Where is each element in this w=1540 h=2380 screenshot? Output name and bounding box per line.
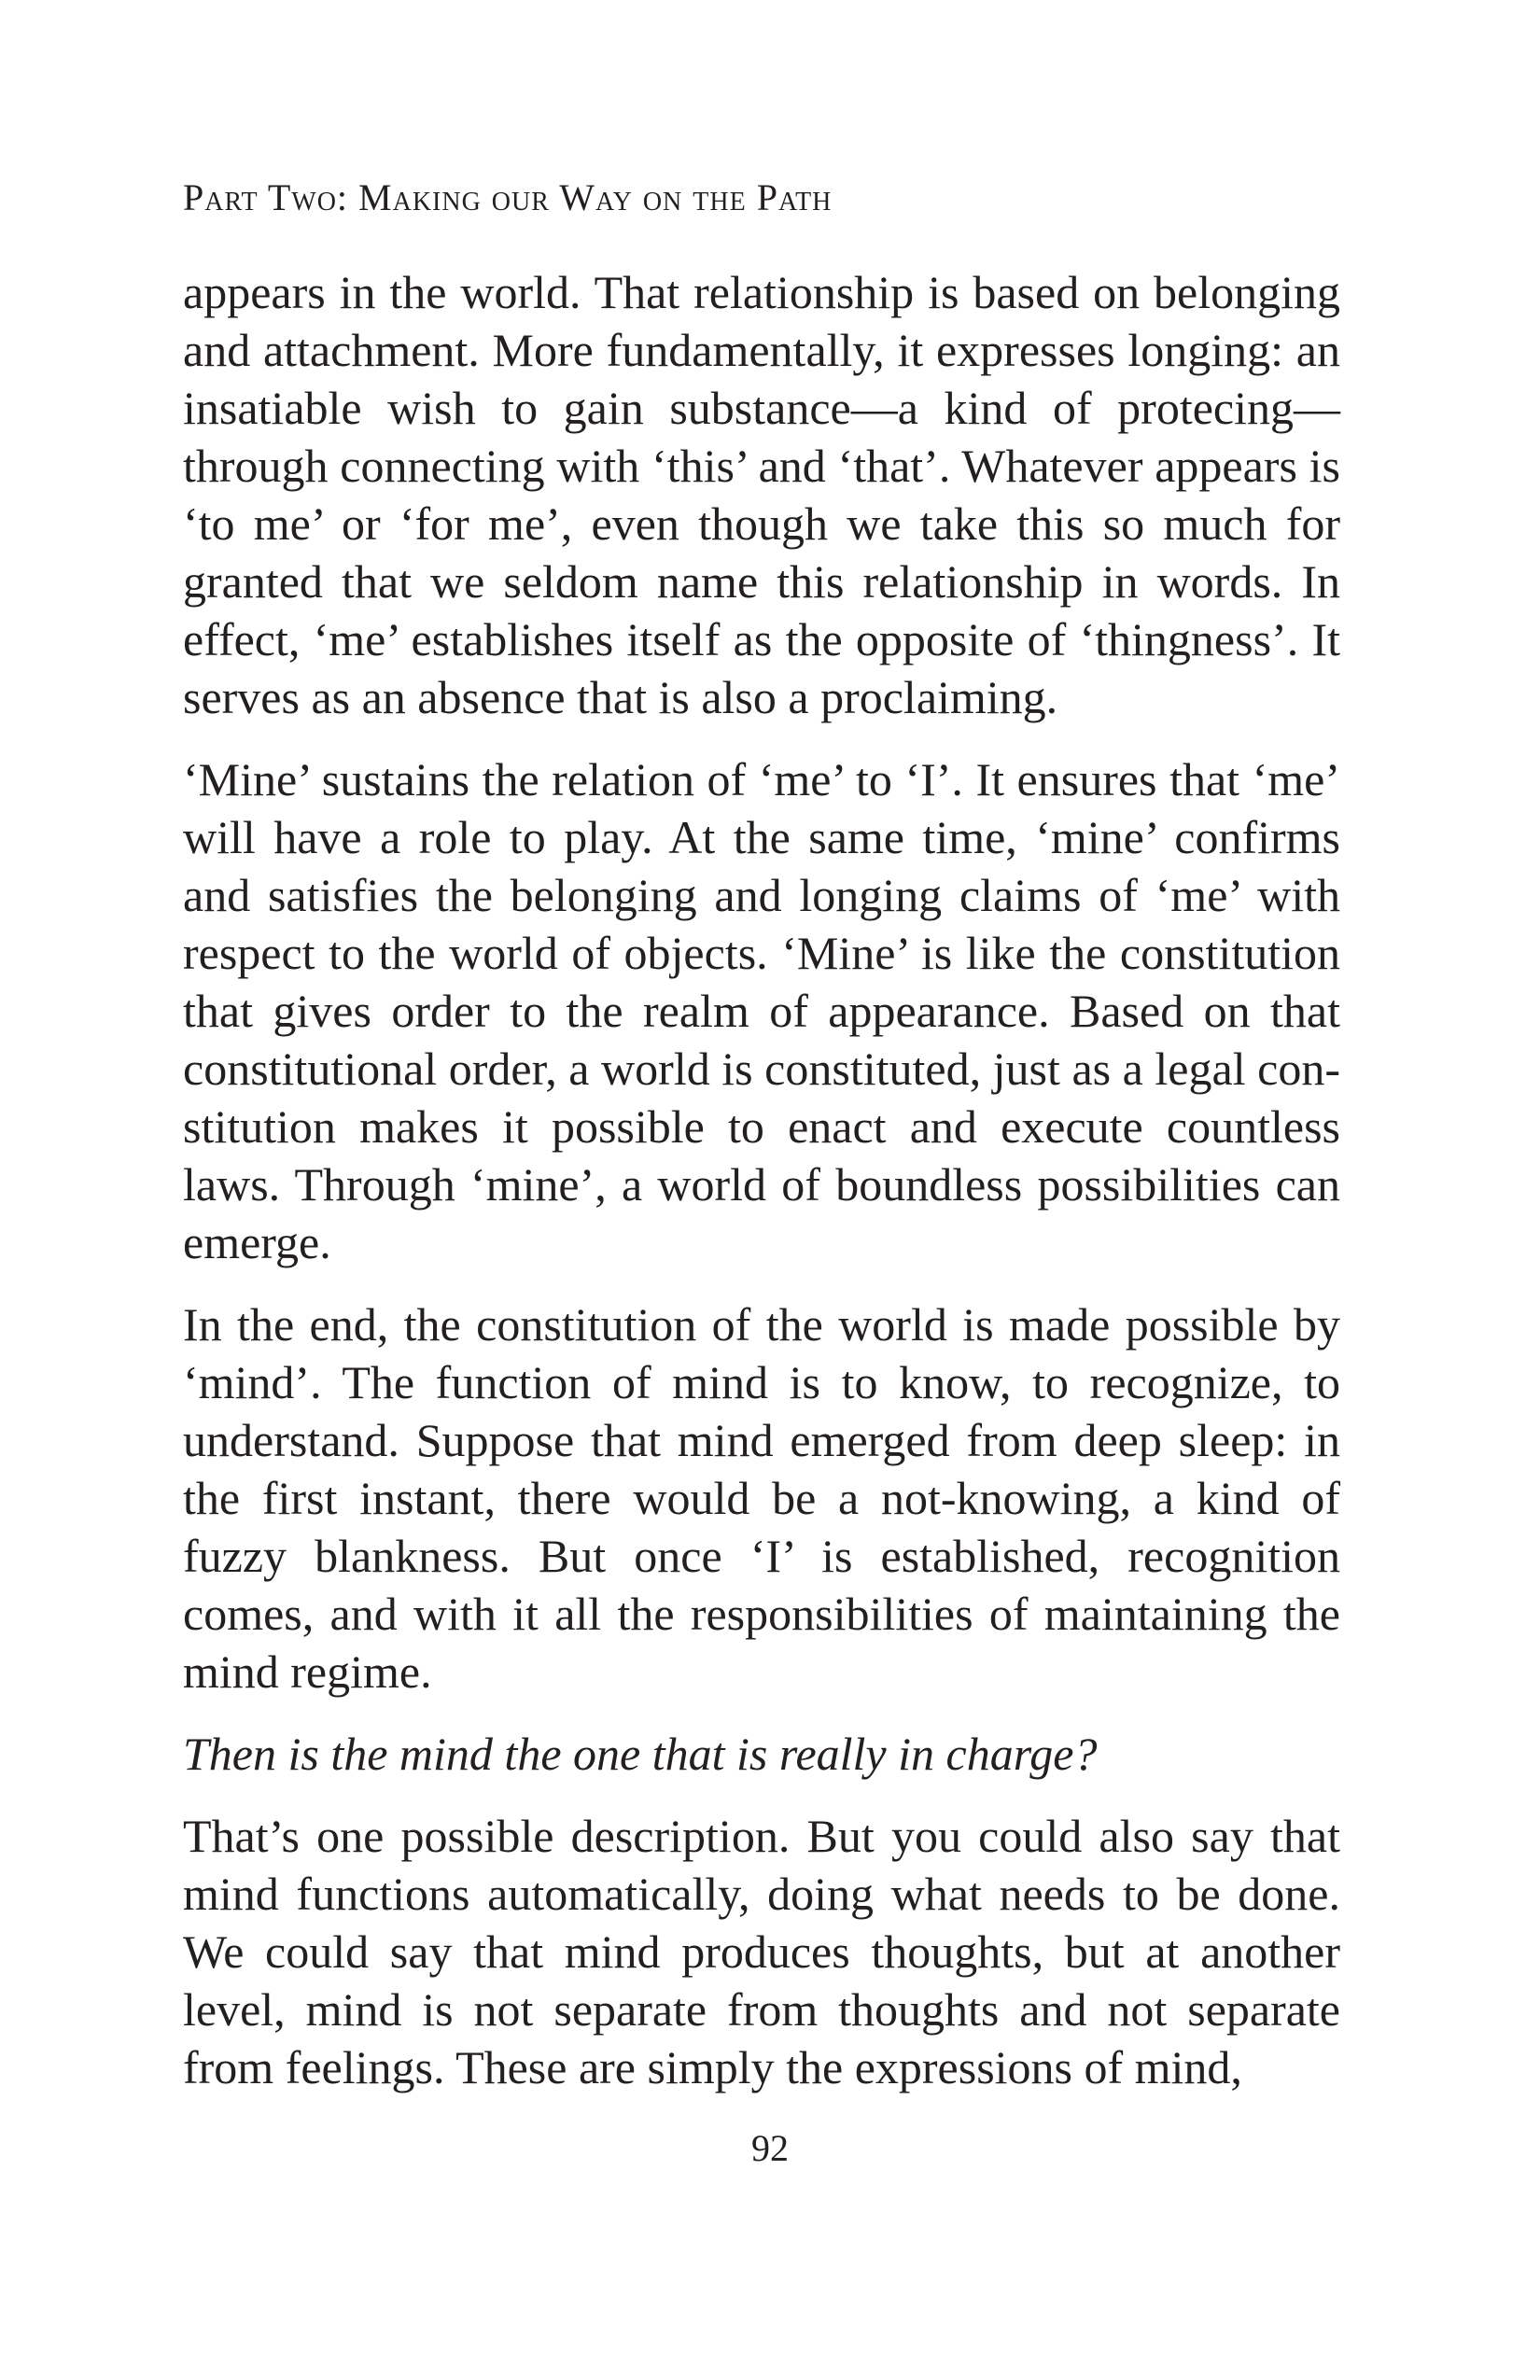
paragraph: appears in the world. That relationship is based on belonging and attachment. More fundamentally, it expresses longing: an insatiable wish to gain substance—a kind of protecing—through connecting with ‘this’ and ‘that’. Whatever appears is ‘to me’ or ‘for me’, even though we take this so much for granted that we seldom name this relationship in words. In effect, ‘me’ establishes itself as the opposite of ‘thingness’. It serves as an absence that is also a proclaiming. xyxy=(183,266,1340,723)
page-number: 92 xyxy=(751,2127,789,2169)
paragraph: In the end, the constitution of the world is made possible by ‘mind’. The function of mind is to know, to recognize, to understand. Suppose that mind emerged from deep sleep: in the first instant, there would be a not-knowing, a kind of fuzzy blankness. But once ‘I’ is established, recognition comes, and with it all the responsibilities of maintaining the mind regime. xyxy=(183,1298,1340,1698)
body-text xyxy=(183,263,1340,2121)
paragraph: That’s one possible description. But you could also say that mind functions automatically, doing what needs to be done. We could say that mind produces thoughts, but at another level, mind is not separate from thoughts and not separate from feelings. These are simply the expressions of mind, xyxy=(183,1810,1340,2093)
running-header: Part Two: Making our Way on the Path xyxy=(183,176,833,218)
paragraph: ‘Mine’ sustains the relation of ‘me’ to ‘I’. It ensures that ‘me’ will have a role to play. At the same time, ‘mine’ confirms and satisfies the belonging and longing claims of ‘me’ with respect to the world of objects. ‘Mine’ is like the constitution that gives order to the realm of appearance. Based on that constitutional order, a world is constituted, just as a legal constitution makes it possible to enact and execute countless laws. Through ‘mine’, a world of boundless possibilities can emerge. xyxy=(183,753,1340,1268)
question-paragraph: Then is the mind the one that is really in charge? xyxy=(183,1728,1098,1780)
